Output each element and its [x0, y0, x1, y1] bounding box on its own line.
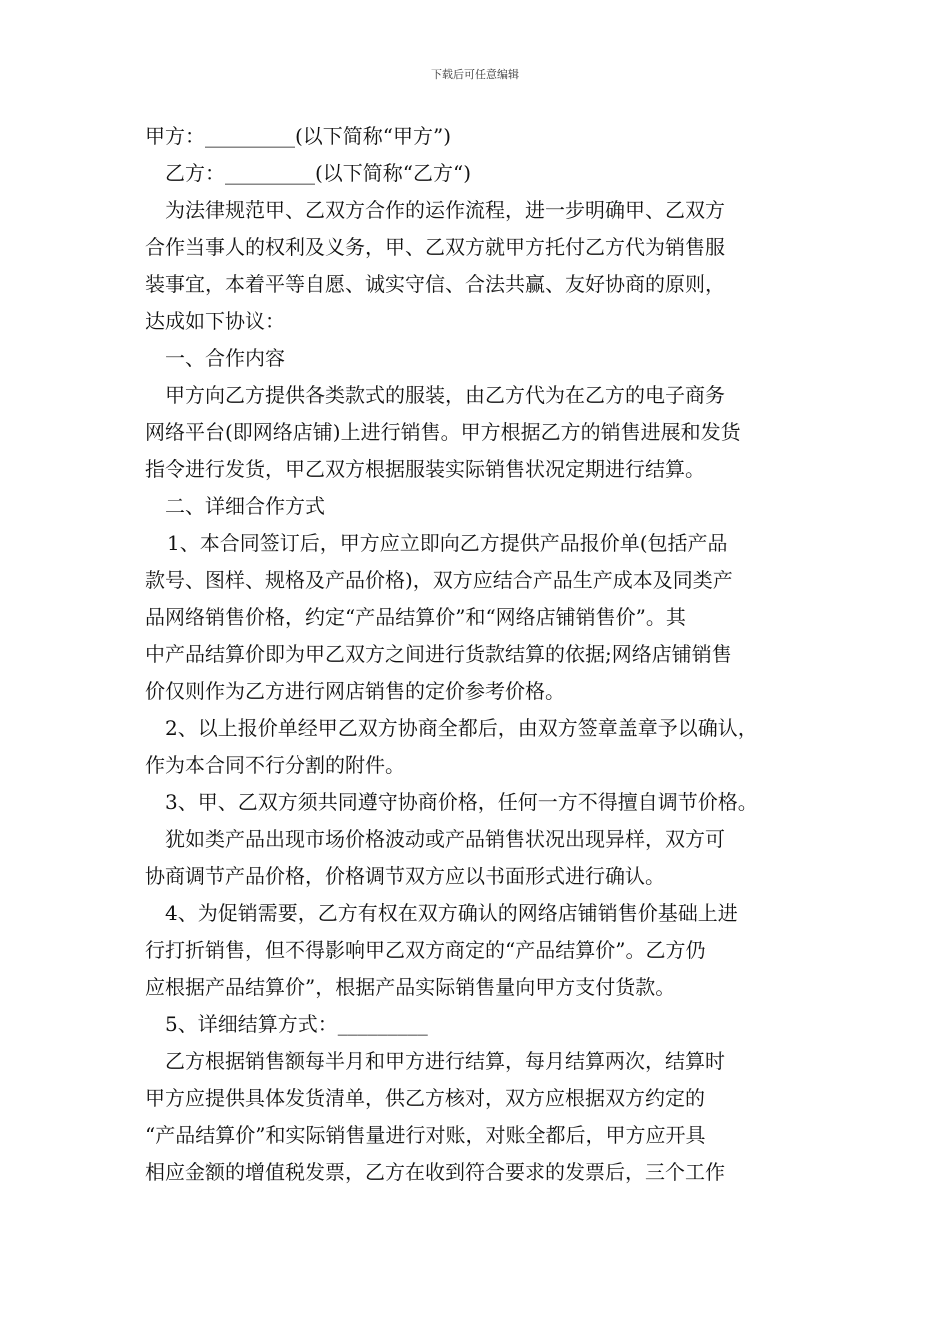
clause-line: 行打折销售，但不得影响甲乙双方商定的“产品结算价”。乙方仍: [145, 938, 706, 962]
clause-line: 协商调节产品价格，价格调节双方应以书面形式进行确认。: [145, 864, 665, 888]
section-heading: 二、详细合作方式: [165, 494, 325, 518]
contract-body: [145, 118, 825, 1191]
paragraph-line: 相应金额的增值税发票，乙方在收到符合要求的发票后，三个工作: [145, 1160, 725, 1184]
paragraph-line: 甲方向乙方提供各类款式的服装，由乙方代为在乙方的电子商务: [165, 383, 725, 407]
party-a-line: 甲方：_________(以下简称“甲方”): [145, 124, 452, 148]
clause-line: 款号、图样、规格及产品价格)，双方应结合产品生产成本及同类产: [145, 568, 733, 592]
paragraph-line: 指令进行发货，甲乙双方根据服装实际销售状况定期进行结算。: [145, 457, 705, 481]
clause-line: 作为本合同不行分割的附件。: [145, 753, 405, 777]
clause-line: 2、以上报价单经甲乙双方协商全都后，由双方签章盖章予以确认，: [165, 716, 758, 740]
paragraph-line: 甲方应提供具体发货清单，供乙方核对，双方应根据双方约定的: [145, 1086, 705, 1110]
preamble-line: 为法律规范甲、乙双方合作的运作流程，进一步明确甲、乙双方: [165, 198, 725, 222]
clause-line: 价仅则作为乙方进行网店销售的定价参考价格。: [145, 679, 565, 703]
party-b-line: 乙方：_________(以下简称“乙方“): [165, 161, 472, 185]
preamble-line: 达成如下协议：: [145, 309, 285, 333]
clause-line: 应根据产品结算价”，根据产品实际销售量向甲方支付货款。: [145, 975, 676, 999]
paragraph-line: “产品结算价”和实际销售量进行对账，对账全都后，甲方应开具: [145, 1123, 706, 1147]
paragraph-line: 网络平台(即网络店铺)上进行销售。甲方根据乙方的销售进展和发货: [145, 420, 741, 444]
clause-line: 3、甲、乙双方须共同遵守协商价格，任何一方不得擅自调节价格。: [165, 790, 758, 814]
clause-line: 4、为促销需要，乙方有权在双方确认的网络店铺销售价基础上进: [165, 901, 738, 925]
preamble-line: 装事宜，本着平等自愿、诚实守信、合法共赢、友好协商的原则，: [145, 272, 725, 296]
section-heading: 一、合作内容: [165, 346, 285, 370]
paragraph-line: 乙方根据销售额每半月和甲方进行结算，每月结算两次，结算时: [165, 1049, 725, 1073]
page-header-note: 下载后可任意编辑: [431, 68, 519, 81]
clause-line: 1、本合同签订后，甲方应立即向乙方提供产品报价单(包括产品: [167, 531, 728, 555]
clause-line: 5、详细结算方式：_________: [165, 1012, 428, 1036]
preamble-line: 合作当事人的权利及义务，甲、乙双方就甲方托付乙方代为销售服: [145, 235, 725, 259]
clause-line: 犹如类产品出现市场价格波动或产品销售状况出现异样，双方可: [165, 827, 725, 851]
clause-line: 品网络销售价格，约定“产品结算价”和“网络店铺销售价”。其: [145, 605, 686, 629]
clause-line: 中产品结算价即为甲乙双方之间进行货款结算的依据;网络店铺销售: [145, 642, 732, 666]
